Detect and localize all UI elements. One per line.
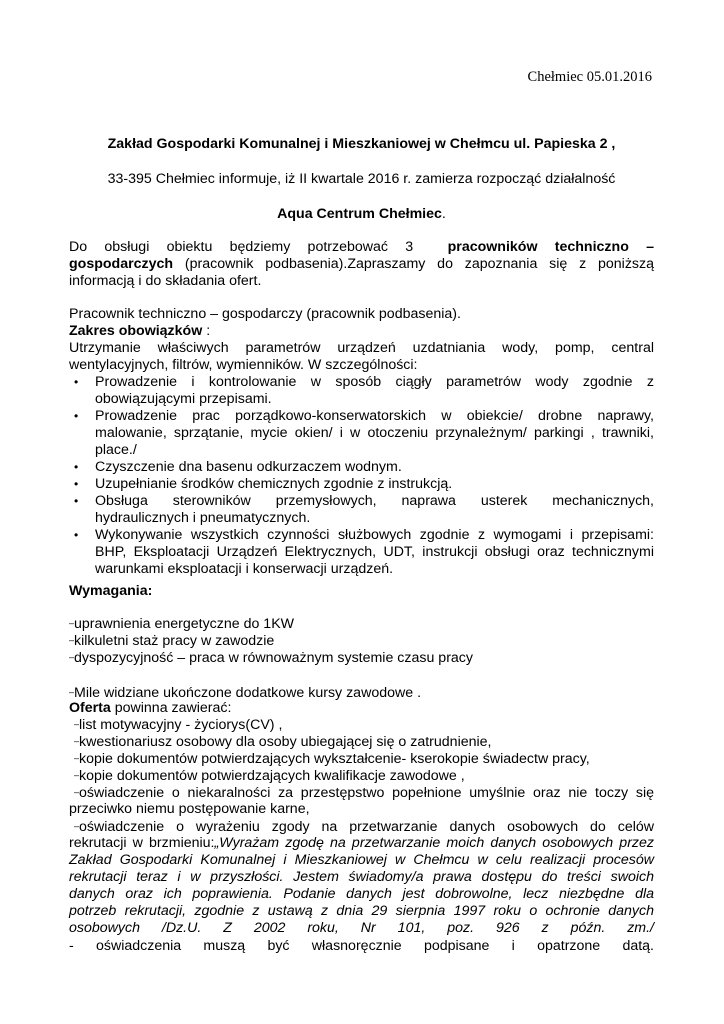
- requirement-item: –dyspozycyjność – praca w równoważnym systemie czasu pracy: [69, 650, 473, 666]
- offer-zgoda-cont: rekrutacji w brzmieniu:„Wyrażam zgodę na przetwarzanie moich danych osobowych przez: [69, 835, 654, 851]
- header-line-1: Zakład Gospodarki Komunalnej i Mieszkaniowej w Chełmcu ul. Papieska 2 ,: [107, 136, 616, 152]
- bullet-icon: •: [74, 460, 79, 474]
- duty-item: Wykonywanie wszystkich czynności służbowych zgodnie z wymogami i przepisami:: [95, 527, 654, 543]
- duty-item: Uzupełnianie środków chemicznych zgodnie z instrukcją.: [95, 476, 453, 492]
- consent-text: potrzeb rekrutacji, zgodnie z ustawą z dnia 29 sierpnia 1997 roku o ochronie danych: [69, 903, 654, 919]
- offer-niekaralnosc: –oświadczenie o niekaralności za przestępstwo popełnione umyślnie oraz nie toczy się: [74, 785, 654, 801]
- offer-item: –list motywacyjny - życiorys(CV) ,: [74, 717, 283, 733]
- duties-desc-1: Utrzymanie właściwych parametrów urządzeń uzdatniania wody, pomp, central: [69, 340, 654, 356]
- duties-desc-2: wentylacyjnych, filtrów, wymienników. W szczególności:: [69, 357, 418, 373]
- duty-item-cont: BHP, Eksploatacji Urządzeń Elektrycznych, UDT, instrukcji obsługi oraz technicznymi: [95, 544, 654, 560]
- signature-note: - oświadczenia muszą być własnoręcznie podpisane i opatrzone datą.: [69, 938, 654, 954]
- document-date: Chełmiec 05.01.2016: [527, 69, 652, 85]
- offer-item: –kopie dokumentów potwierdzających kwalifikacje zawodowe ,: [74, 768, 465, 784]
- consent-text: Zakład Gospodarki Komunalnej i Mieszkaniowej w Chełmcu w celu realizacji procesów: [69, 852, 654, 868]
- requirement-item: –kilkuletni staż pracy w zawodzie: [69, 633, 275, 649]
- bullet-icon: •: [74, 494, 79, 508]
- bullet-icon: •: [74, 409, 79, 423]
- header-line-2: 33-395 Chełmiec informuje, iż II kwartale 2016 r. zamierza rozpocząć działalność: [107, 171, 616, 187]
- offer-zgoda: –oświadczenie o wyrażeniu zgody na przetwarzanie danych osobowych do celów: [74, 819, 654, 835]
- intro-line-1: Do obsługi obiektu będziemy potrzebować 3 pracowników techniczno –: [69, 239, 654, 255]
- duty-item-cont: obowiązującymi przepisami.: [95, 391, 272, 407]
- consent-text: rekrutacji teraz i w przyszłości. Jestem świadomy/a prawa dostępu do treści swoich: [69, 869, 654, 885]
- consent-text: osobowych /Dz.U. Z 2002 roku, Nr 101, poz. 926 z późn. zm./: [69, 920, 654, 936]
- duty-item: Prowadzenie prac porządkowo-konserwatorskich w obiekcie/ drobne naprawy,: [95, 408, 654, 424]
- intro-line-2: gospodarczych (pracownik podbasenia).Zapraszamy do zapoznania się z poniższą: [69, 256, 654, 272]
- center-name: Aqua Centrum Chełmiec: [277, 206, 442, 222]
- offer-item: –kwestionariusz osobowy dla osoby ubiegającej się o zatrudnienie,: [74, 734, 492, 750]
- bullet-icon: •: [74, 477, 79, 491]
- offer-niekaralnosc-cont: przeciwko niemu postępowanie karne,: [69, 801, 310, 817]
- offer-title: Oferta powinna zawierać:: [69, 700, 232, 716]
- duty-item-cont: warunkami eksploatacji i konserwacji urządzeń.: [95, 561, 394, 577]
- duty-item: Obsługa sterowników przemysłowych, naprawa usterek mechanicznych,: [95, 493, 654, 509]
- duty-item-cont: hydraulicznych i pneumatycznych.: [95, 510, 311, 526]
- intro-line-3: informacją i do składania ofert.: [69, 273, 262, 289]
- duty-item-cont: place./: [95, 442, 137, 458]
- requirement-extra: –Mile widziane ukończone dodatkowe kursy zawodowe .: [69, 685, 422, 701]
- header-line-3: Aqua Centrum Chełmiec.: [277, 206, 446, 222]
- consent-text: danych oraz ich poprawienia. Podanie danych jest dobrowolne, lecz niezbędne dla: [69, 886, 654, 902]
- position-title: Pracownik techniczno – gospodarczy (pracownik podbasenia).: [69, 306, 461, 322]
- duty-item: Prowadzenie i kontrolowanie w sposób ciągły parametrów wody zgodnie z: [95, 374, 654, 390]
- duty-item: Czyszczenie dna basenu odkurzaczem wodnym.: [95, 459, 402, 475]
- requirement-item: –uprawnienia energetyczne do 1KW: [69, 616, 295, 632]
- requirements-title: Wymagania:: [69, 583, 153, 599]
- bullet-icon: •: [74, 375, 79, 389]
- bullet-icon: •: [74, 528, 79, 542]
- offer-item: –kopie dokumentów potwierdzających wykształcenie- kserokopie świadectw pracy,: [74, 751, 590, 767]
- duties-title: Zakres obowiązków :: [69, 323, 211, 339]
- duty-item-cont: malowanie, sprzątanie, mycie okien/ i w otoczeniu przynależnym/ parkingi , trawniki,: [95, 425, 654, 441]
